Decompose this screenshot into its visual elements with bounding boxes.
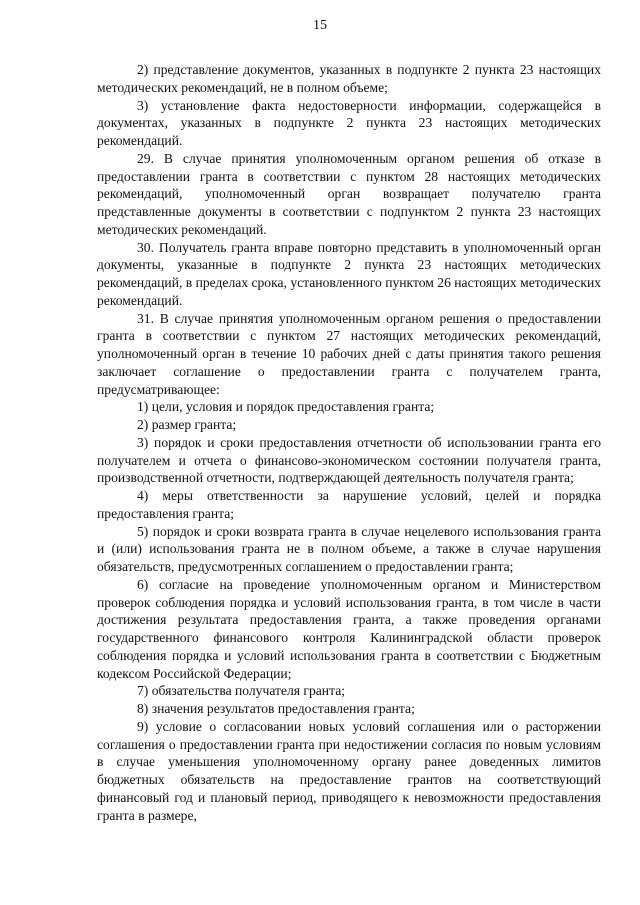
paragraph-item-30: 30. Получатель гранта вправе повторно представить в уполномоченный орган документы, указанные в подпункте 2 пункта 23 настоящих методических рекомендаций, в пределах срока, установленного пунктом 26 настоящих методических рекомендаций. xyxy=(97,239,602,308)
paragraph-item-29: 29. В случае принятия уполномоченным органом решения об отказе в предоставлении гранта в соответствии с пунктом 28 настоящих методических рекомендаций, уполномоченный орган возвращает получателю гранта представленные документы в соответствии с подпунктом 2 пункта 23 настоящих методических рекомендаций. xyxy=(97,150,601,237)
paragraph-subitem-8-results: 8) значения результатов предоставления гранта; xyxy=(137,701,415,716)
page-number: 15 xyxy=(313,18,327,33)
paragraph-subitem-6-inspections: 6) согласие на проведение уполномоченным органом и Министерством проверок соблюдения порядка и условий использования гранта, в том числе в части достижения результата предоставления гранта, а также проведения органами государственного финансового контроля Калининградской области проверок соблюдения порядка и условий использования гранта в соответствии с Бюджетным кодексом Российской Федерации; xyxy=(97,576,601,681)
paragraph-subitem-5-refund: 5) порядок и сроки возврата гранта в случае нецелевого использования гранта и (или) использования гранта не в полном объеме, а также в случае нарушения обязательств, предусмотренных соглашением о предоставлении гранта; xyxy=(97,523,601,574)
paragraph-subitem-9-new-conditions: 9) условие о согласовании новых условий соглашения или о расторжении соглашения о предоставлении гранта при недостижении согласия по новым условиям в случае уменьшения уполномоченному органу ранее доведенных лимитов бюджетных обязательств на предоставление грантов на соответствующий финансовый год и плановый период, приводящего к невозможности предоставления гранта в размере, xyxy=(97,718,601,823)
paragraph-subitem-3-false-information: 3) установление факта недостоверности информации, содержащейся в документах, указанных в подпункте 2 пункта 23 настоящих методических рекомендаций. xyxy=(97,97,601,148)
paragraph-subitem-2-amount: 2) размер гранта; xyxy=(137,417,237,432)
paragraph-subitem-2-incomplete-documents: 2) представление документов, указанных в подпункте 2 пункта 23 настоящих методических рекомендаций, не в полном объеме; xyxy=(97,62,601,95)
body-text xyxy=(97,61,601,824)
paragraph-subitem-1-goals: 1) цели, условия и порядок предоставления гранта; xyxy=(137,399,435,415)
paragraph-subitem-3-reporting: 3) порядок и сроки предоставления отчетности об использовании гранта его получателем и отчета о финансово-экономическом состоянии получателя гранта, производственной отчетности, подтверждающей деятельность получателя гранта; xyxy=(97,434,601,486)
paragraph-item-31: 31. В случае принятия уполномоченным органом решения о предоставлении гранта в соответствии с пунктом 27 настоящих методических рекомендаций, уполномоченный орган в течение 10 рабочих дней с даты принятия такого решения заключает соглашение о предоставлении гранта с получателем гранта, предусматривающее: xyxy=(97,310,601,397)
paragraph-subitem-4-liability: 4) меры ответственности за нарушение условий, целей и порядка предоставления гранта; xyxy=(97,488,601,521)
paragraph-subitem-7-obligations: 7) обязательства получателя гранта; xyxy=(137,683,346,699)
